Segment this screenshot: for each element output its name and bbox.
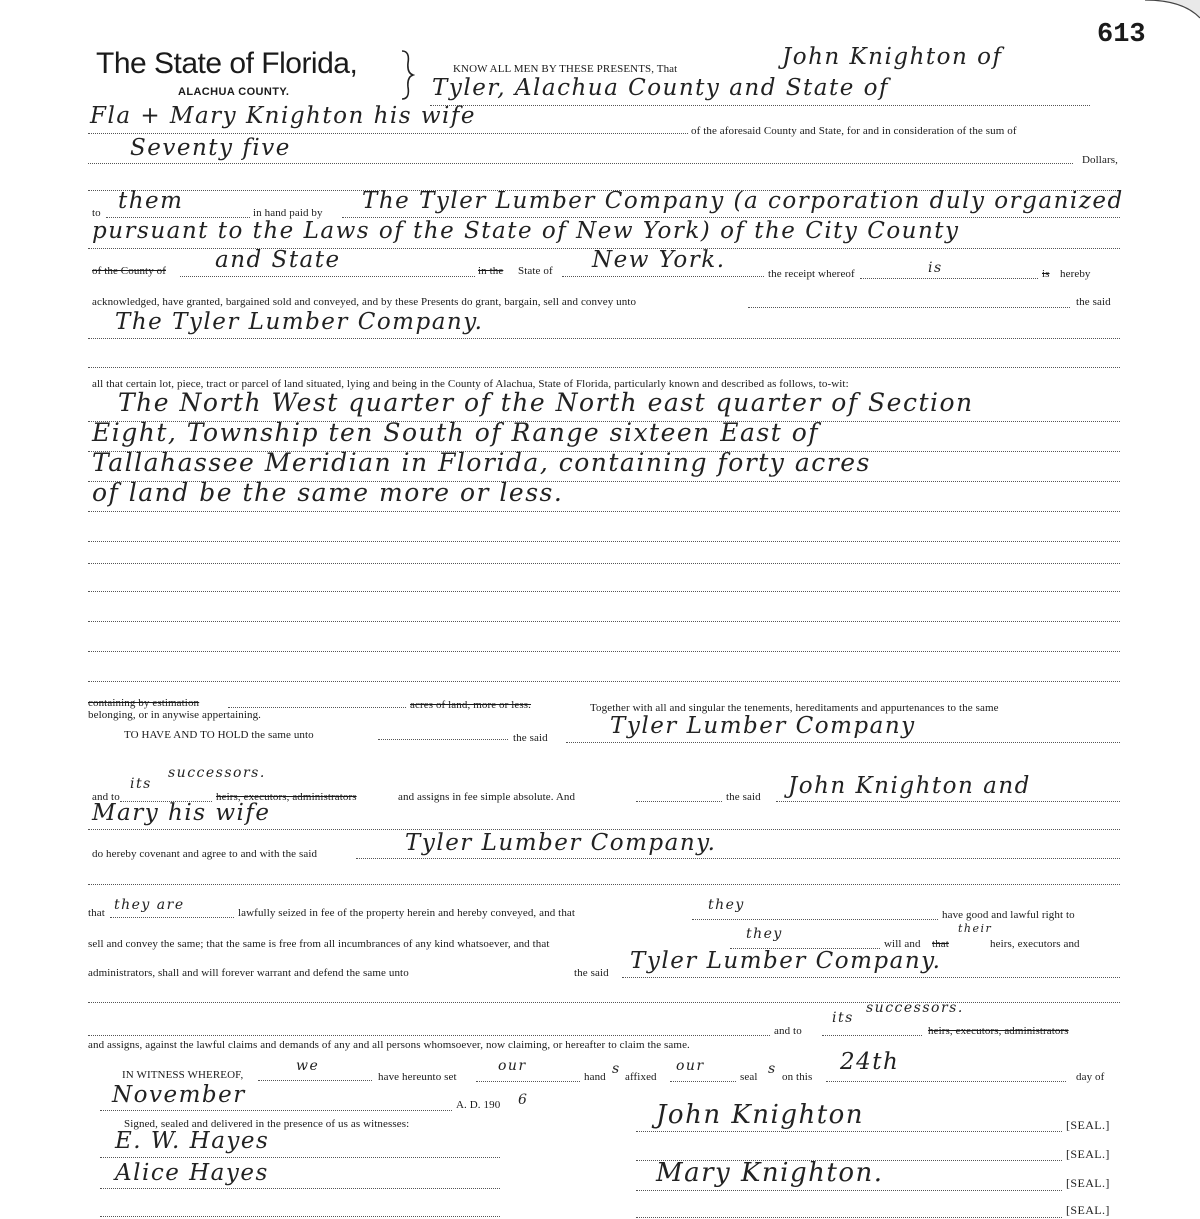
grantor-john: John Knighton and	[788, 773, 1031, 799]
description-line2: Eight, Township ten South of Range sixteen East of	[92, 418, 820, 447]
year-digit: 6	[518, 1092, 529, 1108]
assigns-claims-text: and assigns, against the lawful claims and demands of any and all persons whomsoever, now claiming, or hereafter to claim the same.	[88, 1039, 690, 1051]
hand-label: hand	[584, 1071, 606, 1083]
signed-text: Signed, sealed and delivered in the presence of us as witnesses:	[124, 1118, 410, 1130]
seal-label: seal	[740, 1071, 758, 1083]
the-said-label-2: the said	[513, 732, 548, 744]
successors-text-2: successors.	[866, 1000, 964, 1016]
grantor-line3: Fla + Mary Knighton his wife	[90, 103, 477, 129]
heirs-admin-label: heirs, executors, administrators	[928, 1025, 1069, 1037]
month-value: November	[112, 1082, 246, 1108]
seals-s: s	[768, 1061, 777, 1077]
its-text-2: its	[832, 1010, 854, 1026]
to-label: to	[92, 207, 101, 219]
affixed-label: affixed	[625, 1071, 657, 1083]
containing-label	[88, 697, 199, 709]
we-text: we	[296, 1058, 320, 1074]
brace-icon	[399, 49, 415, 101]
payer-line1: The Tyler Lumber Company (a corporation duly organized	[362, 188, 1124, 214]
belonging-text: belonging, or in anywise appertaining.	[88, 709, 262, 721]
state-title: The State of Florida,	[96, 47, 358, 80]
witness-2-signature: Alice Hayes	[115, 1160, 269, 1186]
they-text-2: they	[746, 926, 783, 942]
acknowledged-text: acknowledged, have granted, bargained sold and conveyed, and by these Presents do grant, bargain, sell and convey unto	[92, 296, 637, 308]
administrators-text: administrators, shall and will forever warrant and defend the same unto	[88, 967, 409, 979]
is-label: is	[1042, 268, 1050, 280]
will-and-label: will and	[884, 938, 921, 950]
state-of-label: State of	[518, 265, 553, 277]
seized-text: lawfully seized in fee of the property herein and hereby conveyed, and that	[238, 907, 576, 919]
of-county-of-label: of the County of	[92, 265, 167, 277]
have-set-text: have hereunto set	[378, 1071, 457, 1083]
amount-value: Seventy five	[130, 135, 291, 161]
containing-text: containing by estimation	[88, 697, 200, 709]
day-value: 24th	[840, 1049, 900, 1075]
receipt-is: is	[928, 260, 943, 276]
payer-line2: pursuant to the Laws of the State of New York) of the City County	[92, 218, 960, 244]
warranty-grantee: Tyler Lumber Company.	[630, 948, 942, 974]
habendum-grantee: Tyler Lumber Company	[610, 713, 916, 739]
heirs-label: heirs, executors, administrators	[216, 791, 357, 803]
right-text: have good and lawful right to	[942, 909, 1075, 921]
receipt-label: the receipt whereof	[768, 268, 855, 280]
that-label-2: that	[932, 938, 949, 950]
dollars-label: Dollars,	[1082, 154, 1118, 166]
land-description-intro: all that certain lot, piece, tract or parcel of land situated, lying and being in the County of Alachua, State of Florida, particularly known and described as follows, to-wit:	[92, 378, 849, 390]
page-corner-fold	[1145, 0, 1200, 55]
sell-text: sell and convey the same; that the same is free from all incumbrances of any kind whatsoever, and that	[88, 938, 550, 950]
seal-1: [SEAL.]	[1066, 1118, 1110, 1132]
its-text: its	[130, 776, 152, 792]
page-number: 613	[1097, 20, 1146, 50]
grantor-line2: Tyler, Alachua County and State of	[432, 75, 890, 101]
heirs-executors-text: heirs, executors and	[990, 938, 1080, 950]
and-to-label-2: and to	[774, 1025, 802, 1037]
to-have-text: TO HAVE AND TO HOLD the same unto	[124, 729, 314, 741]
description-line4: of land be the same more or less.	[92, 478, 564, 507]
grantor-mary: Mary his wife	[92, 800, 271, 826]
they-are-text: they are	[114, 897, 185, 913]
description-line3: Tallahassee Meridian in Florida, containing forty acres	[92, 448, 871, 477]
together-text: Together with all and singular the tenements, hereditaments and appurtenances to the same	[590, 702, 999, 714]
seal-3: [SEAL.]	[1066, 1176, 1110, 1190]
acres-label: acres of land, more or less.	[410, 699, 532, 711]
grantor-line1: John Knighton of	[782, 44, 1003, 70]
on-this-label: on this	[782, 1071, 813, 1083]
in-witness-text: IN WITNESS WHEREOF,	[122, 1069, 244, 1081]
in-the-label: in the	[478, 265, 504, 277]
payee-them: them	[118, 188, 184, 214]
seal-4: [SEAL.]	[1066, 1203, 1110, 1217]
ad-label: A. D. 190	[456, 1099, 501, 1111]
consideration-text: of the aforesaid County and State, for and in consideration of the sum of	[691, 125, 1017, 137]
that-label: that	[88, 907, 105, 919]
day-of-label: day of	[1076, 1071, 1105, 1083]
hands-s: s	[612, 1061, 621, 1077]
the-said-label-3: the said	[726, 791, 761, 803]
payer-line3: and State	[215, 247, 341, 273]
payer-state: New York.	[592, 247, 726, 273]
they-text: they	[708, 897, 745, 913]
and-to-label: and to	[92, 791, 120, 803]
grantee-name: The Tyler Lumber Company.	[115, 309, 484, 335]
the-said-label: the said	[1076, 296, 1111, 308]
description-line1: The North West quarter of the North east quarter of Section	[118, 388, 974, 417]
witness-1-signature: E. W. Hayes	[115, 1128, 270, 1154]
signer-1-signature: John Knighton	[656, 1100, 865, 1130]
assigns-text: and assigns in fee simple absolute. And	[398, 791, 576, 803]
covenant-grantee: Tyler Lumber Company.	[405, 830, 717, 856]
seal-2: [SEAL.]	[1066, 1147, 1110, 1161]
covenant-text: do hereby covenant and agree to and with the said	[92, 848, 318, 860]
hereby-label: hereby	[1060, 268, 1091, 280]
intro-text: KNOW ALL MEN BY THESE PRESENTS, That	[453, 63, 678, 75]
our-text-1: our	[498, 1058, 527, 1074]
our-text-2: our	[676, 1058, 705, 1074]
their-text: their	[958, 922, 993, 935]
paid-by-label: in hand paid by	[253, 207, 323, 219]
signer-2-signature: Mary Knighton.	[656, 1158, 884, 1188]
county-name: ALACHUA COUNTY.	[178, 86, 290, 98]
the-said-label-4: the said	[574, 967, 609, 979]
successors-text: successors.	[168, 765, 266, 781]
